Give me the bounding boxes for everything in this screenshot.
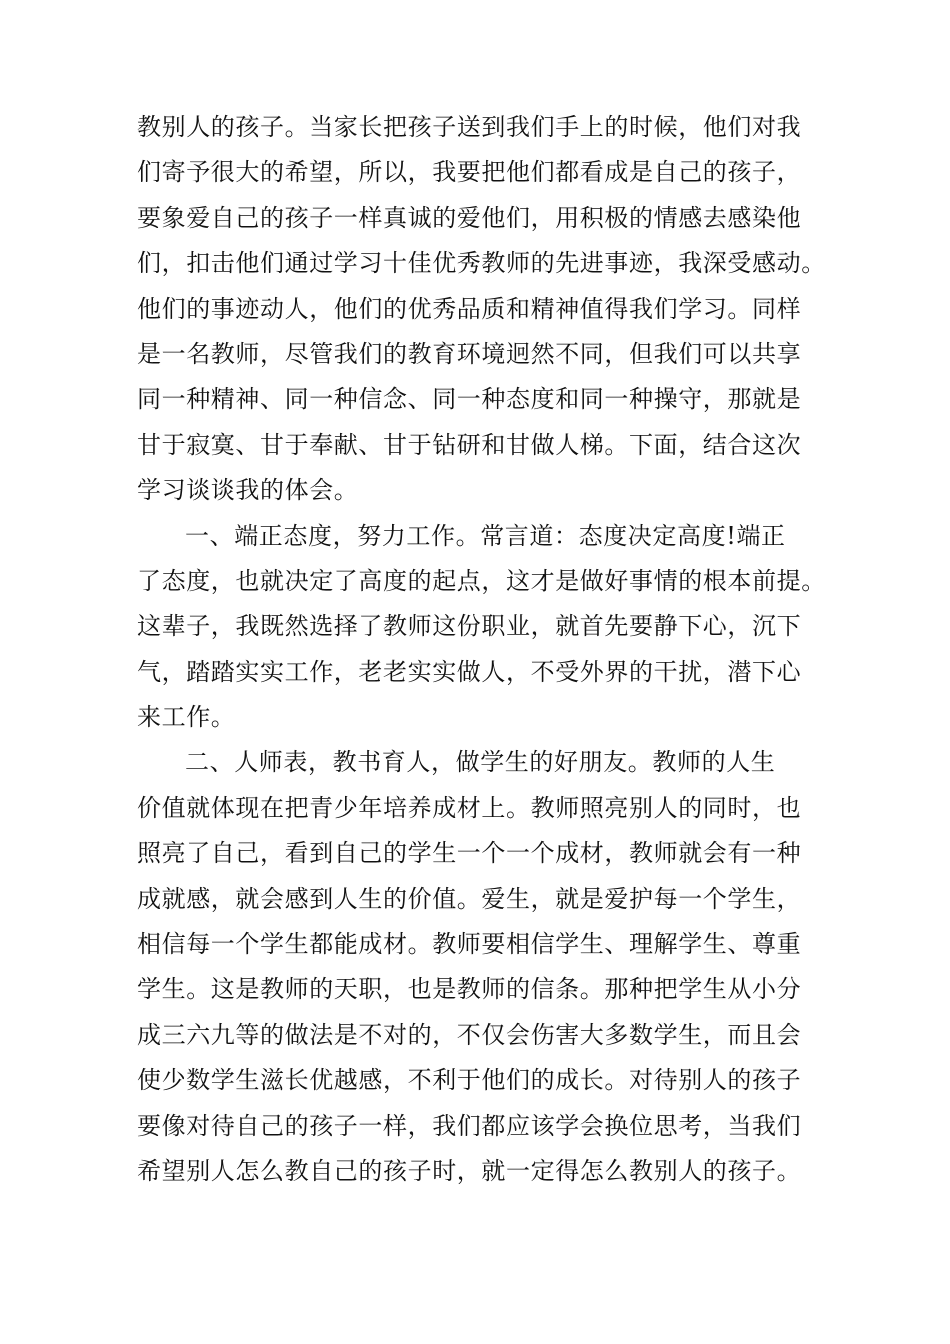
text-line: 们寄予很大的希望，所以，我要把他们都看成是自己的孩子， [137,158,802,187]
text-line: 学习谈谈我的体会。 [137,476,359,505]
document-body [137,105,857,1194]
text-line: 成三六九等的做法是不对的，不仅会伤害大多数学生，而且会 [137,1020,802,1049]
text-line: 相信每一个学生都能成材。教师要相信学生、理解学生、尊重 [137,930,802,959]
text-line: 成就感，就会感到人生的价值。爱生，就是爱护每一个学生， [137,884,802,913]
text-line: 教别人的孩子。当家长把孩子送到我们手上的时候，他们对我 [137,113,802,141]
text-line: 使少数学生滋长优越感，不利于他们的成长。对待别人的孩子 [137,1066,802,1095]
text-line: 甘于寂寞、甘于奉献、甘于钻研和甘做人梯。下面，结合这次 [137,430,802,459]
text-line: 同一种精神、同一种信念、同一种态度和同一种操守，那就是 [137,385,802,414]
text-line: 了态度，也就决定了高度的起点，这才是做好事情的根本前提。 [137,566,826,595]
text-line: 他们的事迹动人，他们的优秀品质和精神值得我们学习。同样 [137,294,802,323]
paragraph-start-line: 二、人师表，教书育人，做学生的好朋友。教师的人生 [185,748,776,777]
text-line: 要象爱自己的孩子一样真诚的爱他们，用积极的情感去感染他 [137,203,802,232]
text-line: 希望别人怎么教自己的孩子时，就一定得怎么教别人的孩子。 [137,1156,802,1185]
text-line: 气，踏踏实实工作，老老实实做人，不受外界的干扰，潜下心 [137,657,802,686]
text-line: 价值就体现在把青少年培养成材上。教师照亮别人的同时，也 [137,793,802,822]
text-line: 要像对待自己的孩子一样，我们都应该学会换位思考，当我们 [137,1111,802,1140]
text-line: 是一名教师，尽管我们的教育环境迥然不同，但我们可以共享 [137,339,802,368]
text-line: 照亮了自己，看到自己的学生一个一个成材，教师就会有一种 [137,839,802,868]
text-line: 们，扣击他们通过学习十佳优秀教师的先进事迹，我深受感动。 [137,249,826,278]
text-line: 来工作。 [137,703,236,732]
paragraph-start-line: 一、端正态度，努力工作。常言道：态度决定高度!端正 [185,521,786,550]
text-line: 这辈子，我既然选择了教师这份职业，就首先要静下心，沉下 [137,612,802,641]
text-line: 学生。这是教师的天职，也是教师的信条。那种把学生从小分 [137,975,802,1004]
